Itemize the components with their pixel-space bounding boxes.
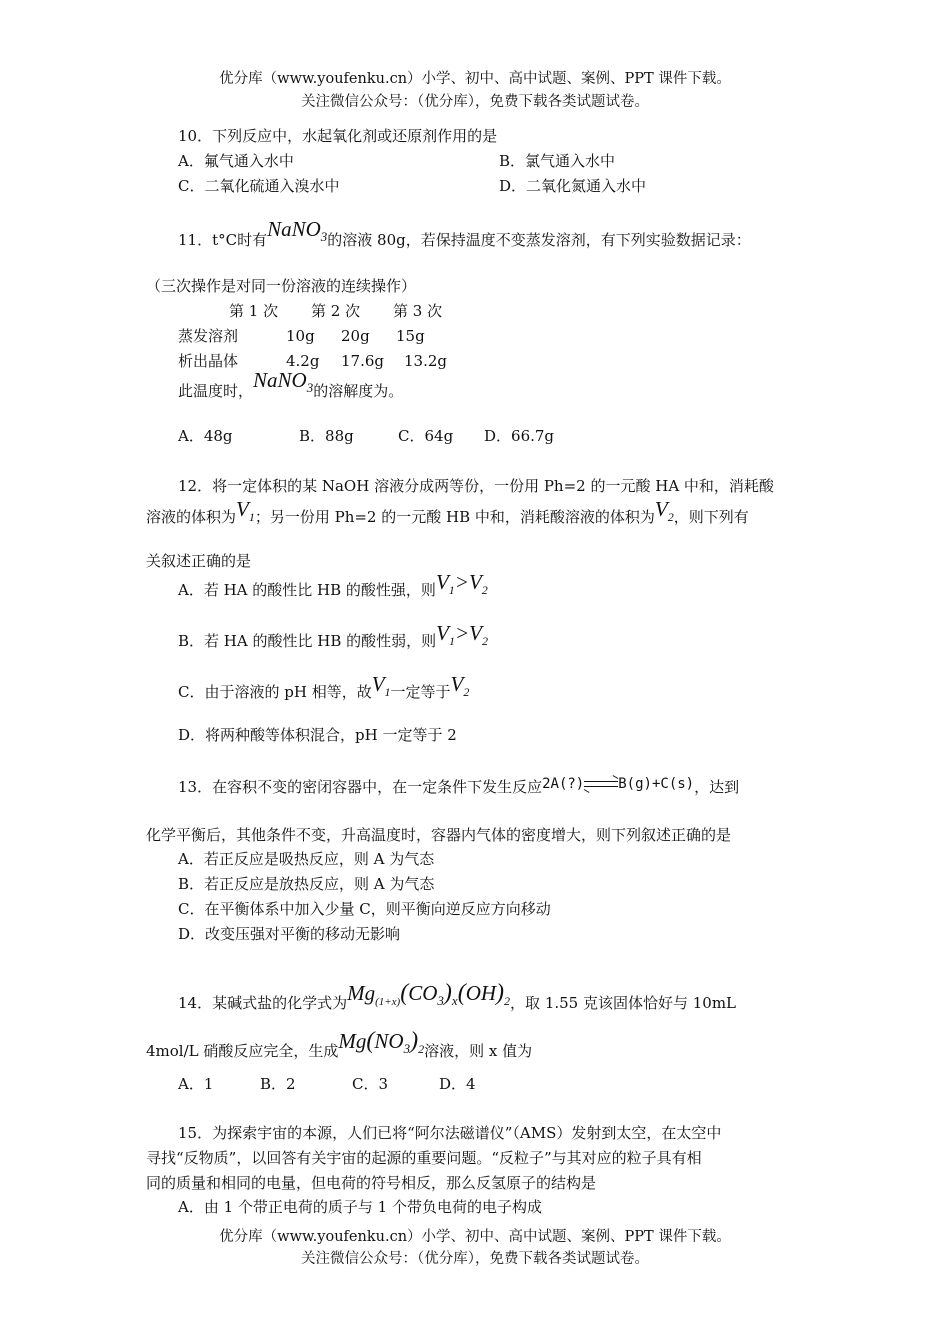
page-footer-line2: 关注微信公众号：（优分库），免费下载各类试题试卷。: [301, 1251, 649, 1267]
q12-line2: 溶液的体积为$V_1$；另一份用 Ph=2 的一元酸 HB 中和，消耗酸溶液的体积为$V_2$，则下列有: [146, 497, 749, 526]
table-header-1: 第 1 次: [229, 302, 279, 320]
page-footer-line1: 优分库（www.youfenku.cn）小学、初中、高中试题、案例、PPT 课件下载。: [219, 1229, 731, 1245]
table-row-label: 析出晶体: [178, 352, 239, 370]
q13-option-a: A．若正反应是吸热反应，则 A 为气态: [178, 850, 435, 868]
nano3-formula: NaNO$_3$: [267, 217, 328, 244]
q11-question: [178, 368, 404, 402]
q14-option-d: D．4: [439, 1075, 476, 1093]
q13-option-d: D．改变压强对平衡的移动无影响: [178, 925, 401, 943]
q10-option-a: A．氟气通入水中: [178, 152, 294, 170]
q14-line2: 4mol/L 硝酸反应完全，生成$Mg(NO_3)_2$溶液，则 x 值为: [146, 1028, 533, 1060]
v1-symbol: $V_1$: [236, 497, 255, 524]
q10-stem: 10．下列反应中，水起氧化剂或还原剂作用的是: [178, 127, 498, 145]
q12-line1: 12．将一定体积的某 NaOH 溶液分成两等份，一份用 Ph=2 的一元酸 HA 中和，消耗酸: [178, 477, 774, 495]
q11-option-a: A．48g: [178, 427, 233, 445]
q11-option-c: C．64g: [398, 427, 454, 445]
q15-line1: 15．为探索宇宙的本源，人们已将“阿尔法磁谱仪”（AMS）发射到太空，在太空中: [178, 1124, 722, 1142]
q11-option-d: D．66.7g: [484, 427, 555, 445]
q11-stem-end: 的溶液 80g，若保持温度不变蒸发溶剂，有下列实验数据记录：: [327, 231, 751, 249]
q15-line2: 寻找“反物质”，以回答有关宇宙的起源的重要问题。“反粒子”与其对应的粒子具有相: [146, 1149, 702, 1167]
q12-line3: 关叙述正确的是: [146, 552, 252, 570]
v1-gt-v2: $V_1>V_2$: [436, 621, 488, 648]
q11-question-start: 此温度时，: [178, 382, 254, 400]
q12-option-b: B．若 HA 的酸性比 HB 的酸性弱，则$V_1>V_2$: [178, 621, 488, 650]
q13-option-b: B．若正反应是放热反应，则 A 为气态: [178, 875, 435, 893]
q13-line2: 化学平衡后，其他条件不变，升高温度时，容器内气体的密度增大，则下列叙述正确的是: [146, 826, 732, 844]
table-cell: 4.2g: [286, 352, 320, 370]
table-cell: 20g: [341, 327, 370, 345]
nano3-formula: NaNO$_3$: [253, 368, 314, 395]
q11-stem-start: 11．t°C时有: [178, 231, 268, 249]
q10-option-b: B．氯气通入水中: [499, 152, 616, 170]
v1-symbol: $V_1$: [371, 672, 391, 699]
q11-note: （三次操作是对同一份溶液的连续操作）: [146, 277, 417, 295]
q14-line1: 14．某碱式盐的化学式为$Mg_{(1+x)}(CO_3)_x(OH)_2$，取 1.55 克该固体恰好与 10mL: [178, 980, 737, 1012]
q11-question-end: 的溶解度为。: [313, 382, 404, 400]
q12-option-d: D．将两种酸等体积混合，pH 一定等于 2: [178, 726, 457, 744]
q11-stem: [178, 217, 751, 251]
page-header-line1: 优分库（www.youfenku.cn）小学、初中、高中试题、案例、PPT 课件下载。: [219, 71, 731, 87]
table-cell: 10g: [286, 327, 315, 345]
equilibrium-arrow-icon: [584, 778, 618, 790]
q15-line3: 同的质量和相同的电量，但电荷的符号相反，那么反氢原子的结构是: [146, 1174, 597, 1192]
q10-option-c: C．二氧化硫通入溴水中: [178, 177, 340, 195]
v2-symbol: $V_2$: [450, 672, 470, 699]
table-cell: 15g: [396, 327, 425, 345]
q10-option-d: D．二氧化氮通入水中: [499, 177, 647, 195]
table-row-label: 蒸发溶剂: [178, 327, 239, 345]
basic-salt-formula: $Mg_{(1+x)}(CO_3)_x(OH)_2$: [347, 980, 511, 1008]
q15-option-a: A．由 1 个带正电荷的质子与 1 个带负电荷的电子构成: [178, 1198, 542, 1216]
q13-line1: 13．在容积不变的密闭容器中，在一定条件下发生反应2A(?) B(g)+C(s)，达到: [178, 776, 740, 796]
q11-option-b: B．88g: [299, 427, 354, 445]
q14-option-c: C．3: [352, 1075, 389, 1093]
q13-option-c: C．在平衡体系中加入少量 C，则平衡向逆反应方向移动: [178, 900, 551, 918]
table-header-3: 第 3 次: [393, 302, 443, 320]
reaction-equation: 2A(?) B(g)+C(s): [542, 776, 695, 792]
page-header-line2: 关注微信公众号：（优分库），免费下载各类试题试卷。: [301, 94, 649, 110]
v1-gt-v2: $V_1>V_2$: [435, 570, 488, 597]
q14-option-a: A．1: [178, 1075, 214, 1093]
mg-nitrate-formula: $Mg(NO_3)_2$: [338, 1028, 425, 1056]
v2-symbol: $V_2$: [654, 497, 674, 524]
q14-option-b: B．2: [260, 1075, 296, 1093]
table-cell: 17.6g: [341, 352, 385, 370]
q12-option-c: C．由于溶液的 pH 相等，故$V_1$一定等于$V_2$: [178, 672, 470, 701]
table-cell: 13.2g: [404, 352, 448, 370]
table-header-2: 第 2 次: [311, 302, 361, 320]
q12-option-a: A．若 HA 的酸性比 HB 的酸性强，则$V_1>V_2$: [178, 570, 488, 599]
